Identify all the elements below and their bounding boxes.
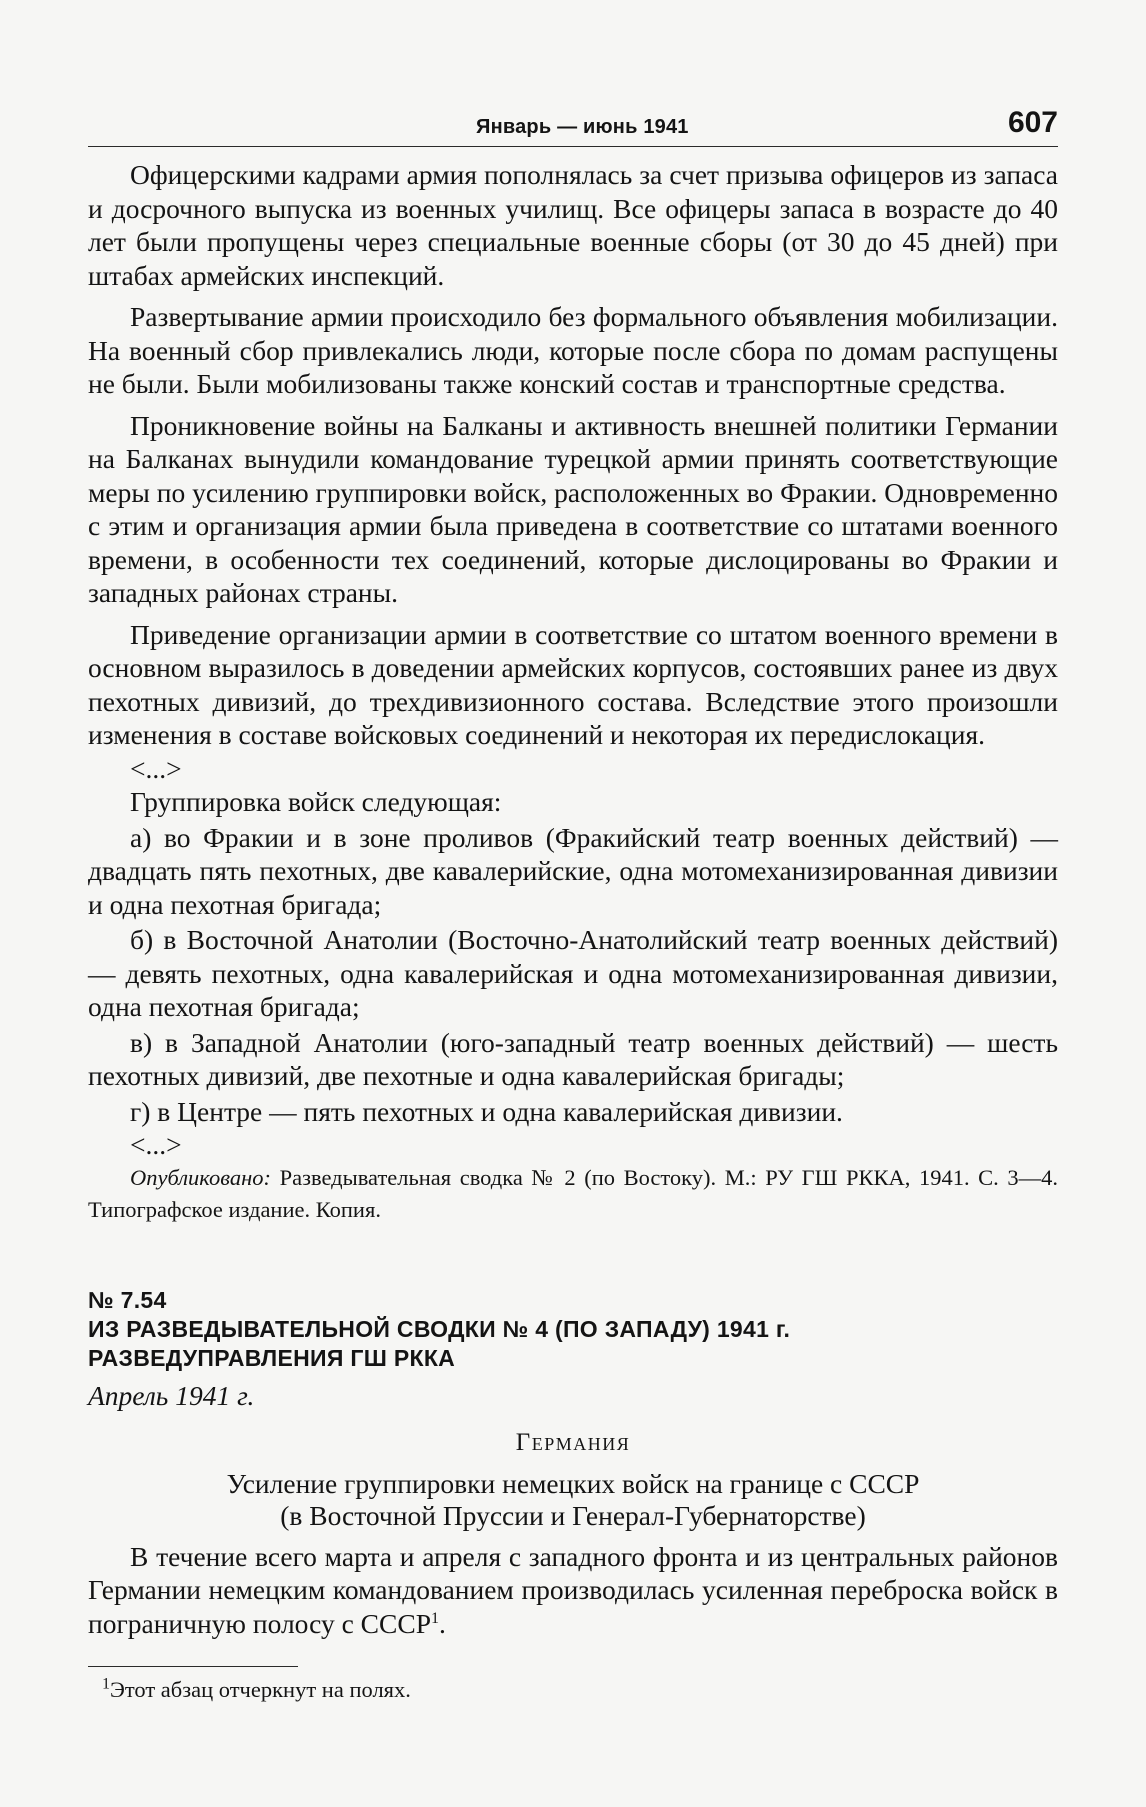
section-heading: Германия: [515, 1429, 631, 1456]
source-label: Опубликовано:: [130, 1164, 271, 1190]
source-note: [88, 1162, 1058, 1226]
document-number: № 7.54: [88, 1286, 167, 1313]
grouping-item: б) в Восточной Анатолии (Восточно-Анатолийский театр военных действий) — девять пехотных, одна кавалерийская и одна мотомеханизированная дивизии, одна пехотная бригада;: [88, 924, 1058, 1022]
paragraph: Проникновение войны на Балканы и активность внешней политики Германии на Балканах вынудили командование турецкой армии принять соответствующие меры по усилению группировки войск, расположенных во Фракии. Одновременно с этим и организация армии была приведена в соответствие со штатами военного времени, в особенности тех соединений, которые дислоцированы во Фракии и западных районах страны.: [88, 409, 1058, 608]
running-head: [88, 106, 1058, 147]
page-number: 607: [1007, 106, 1058, 139]
paragraph: Развертывание армии происходило без формального объявления мобилизации. На военный сбор привлекались люди, которые после сбора по домам распущены не были. Были мобилизованы также конский состав и транспортные средства.: [88, 301, 1058, 399]
subheading: Усиление группировки немецких войск на границе с СССР (в Восточной Пруссии и Генерал-Губернаторстве): [226, 1467, 920, 1531]
omission-mark: <...>: [130, 1129, 182, 1160]
footnote-text: Этот абзац отчеркнут на полях.: [110, 1677, 411, 1702]
footnote-marker: 1: [431, 1609, 439, 1627]
grouping-intro: Группировка войск следующая:: [130, 786, 502, 817]
grouping-item: г) в Центре — пять пехотных и одна кавалерийская дивизии.: [130, 1095, 843, 1127]
grouping-item: в) в Западной Анатолии (юго-западный театр военных действий) — шесть пехотных дивизий, две пехотные и одна кавалерийская бригады;: [88, 1026, 1058, 1091]
document-date: Апрель 1941 г.: [88, 1379, 255, 1411]
document-title: ИЗ РАЗВЕДЫВАТЕЛЬНОЙ СВОДКИ № 4 (ПО ЗАПАДУ) 1941 г. РАЗВЕДУПРАВЛЕНИЯ ГШ РККА: [88, 1315, 791, 1371]
grouping-item: а) во Фракии и в зоне проливов (Фракийский театр военных действий) — двадцать пять пехотных, две кавалерийские, одна мотомеханизированная дивизии и одна пехотная бригада;: [88, 821, 1058, 920]
paragraph: Приведение организации армии в соответствие со штатом военного времени в основном выразилось в доведении армейских корпусов, состоявших ранее из двух пехотных дивизий, до трехдивизионного состава. Вследствие этого произошли изменения в составе войсковых соединений и некоторая их передислокация.: [88, 618, 1058, 750]
document-block: [88, 1286, 1058, 1706]
body-text: [88, 158, 1058, 1705]
running-title: Январь — июнь 1941: [476, 116, 689, 138]
omission-mark: <...>: [130, 752, 182, 784]
document-paragraph-text: В течение всего марта и апреля с западного фронта и из центральных районов Германии немецким командованием производилась усиленная переброска войск в пограничную полосу с СССР: [88, 1540, 1058, 1639]
document-paragraph: В течение всего марта и апреля с западного фронта и из центральных районов Германии немецким командованием производилась усиленная переброска войск в пограничную полосу с СССР$^1$.: [88, 1540, 1058, 1639]
footnote-rule: [88, 1666, 298, 1667]
paragraph: Офицерскими кадрами армия пополнялась за счет призыва офицеров из запаса и досрочного выпуска из военных училищ. Все офицеры запаса в возрасте до 40 лет были пропущены через специальные военные сборы (от 30 до 45 дней) при штабах армейских инспекций.: [88, 159, 1058, 291]
source-text: Разведывательная сводка № 2 (по Востоку). М.: РУ ГШ РККА, 1941. С. 3—4. Типографское издание. Копия.: [88, 1164, 1058, 1222]
footnote-number: 1: [102, 1675, 110, 1693]
footnote: [88, 1675, 1058, 1705]
